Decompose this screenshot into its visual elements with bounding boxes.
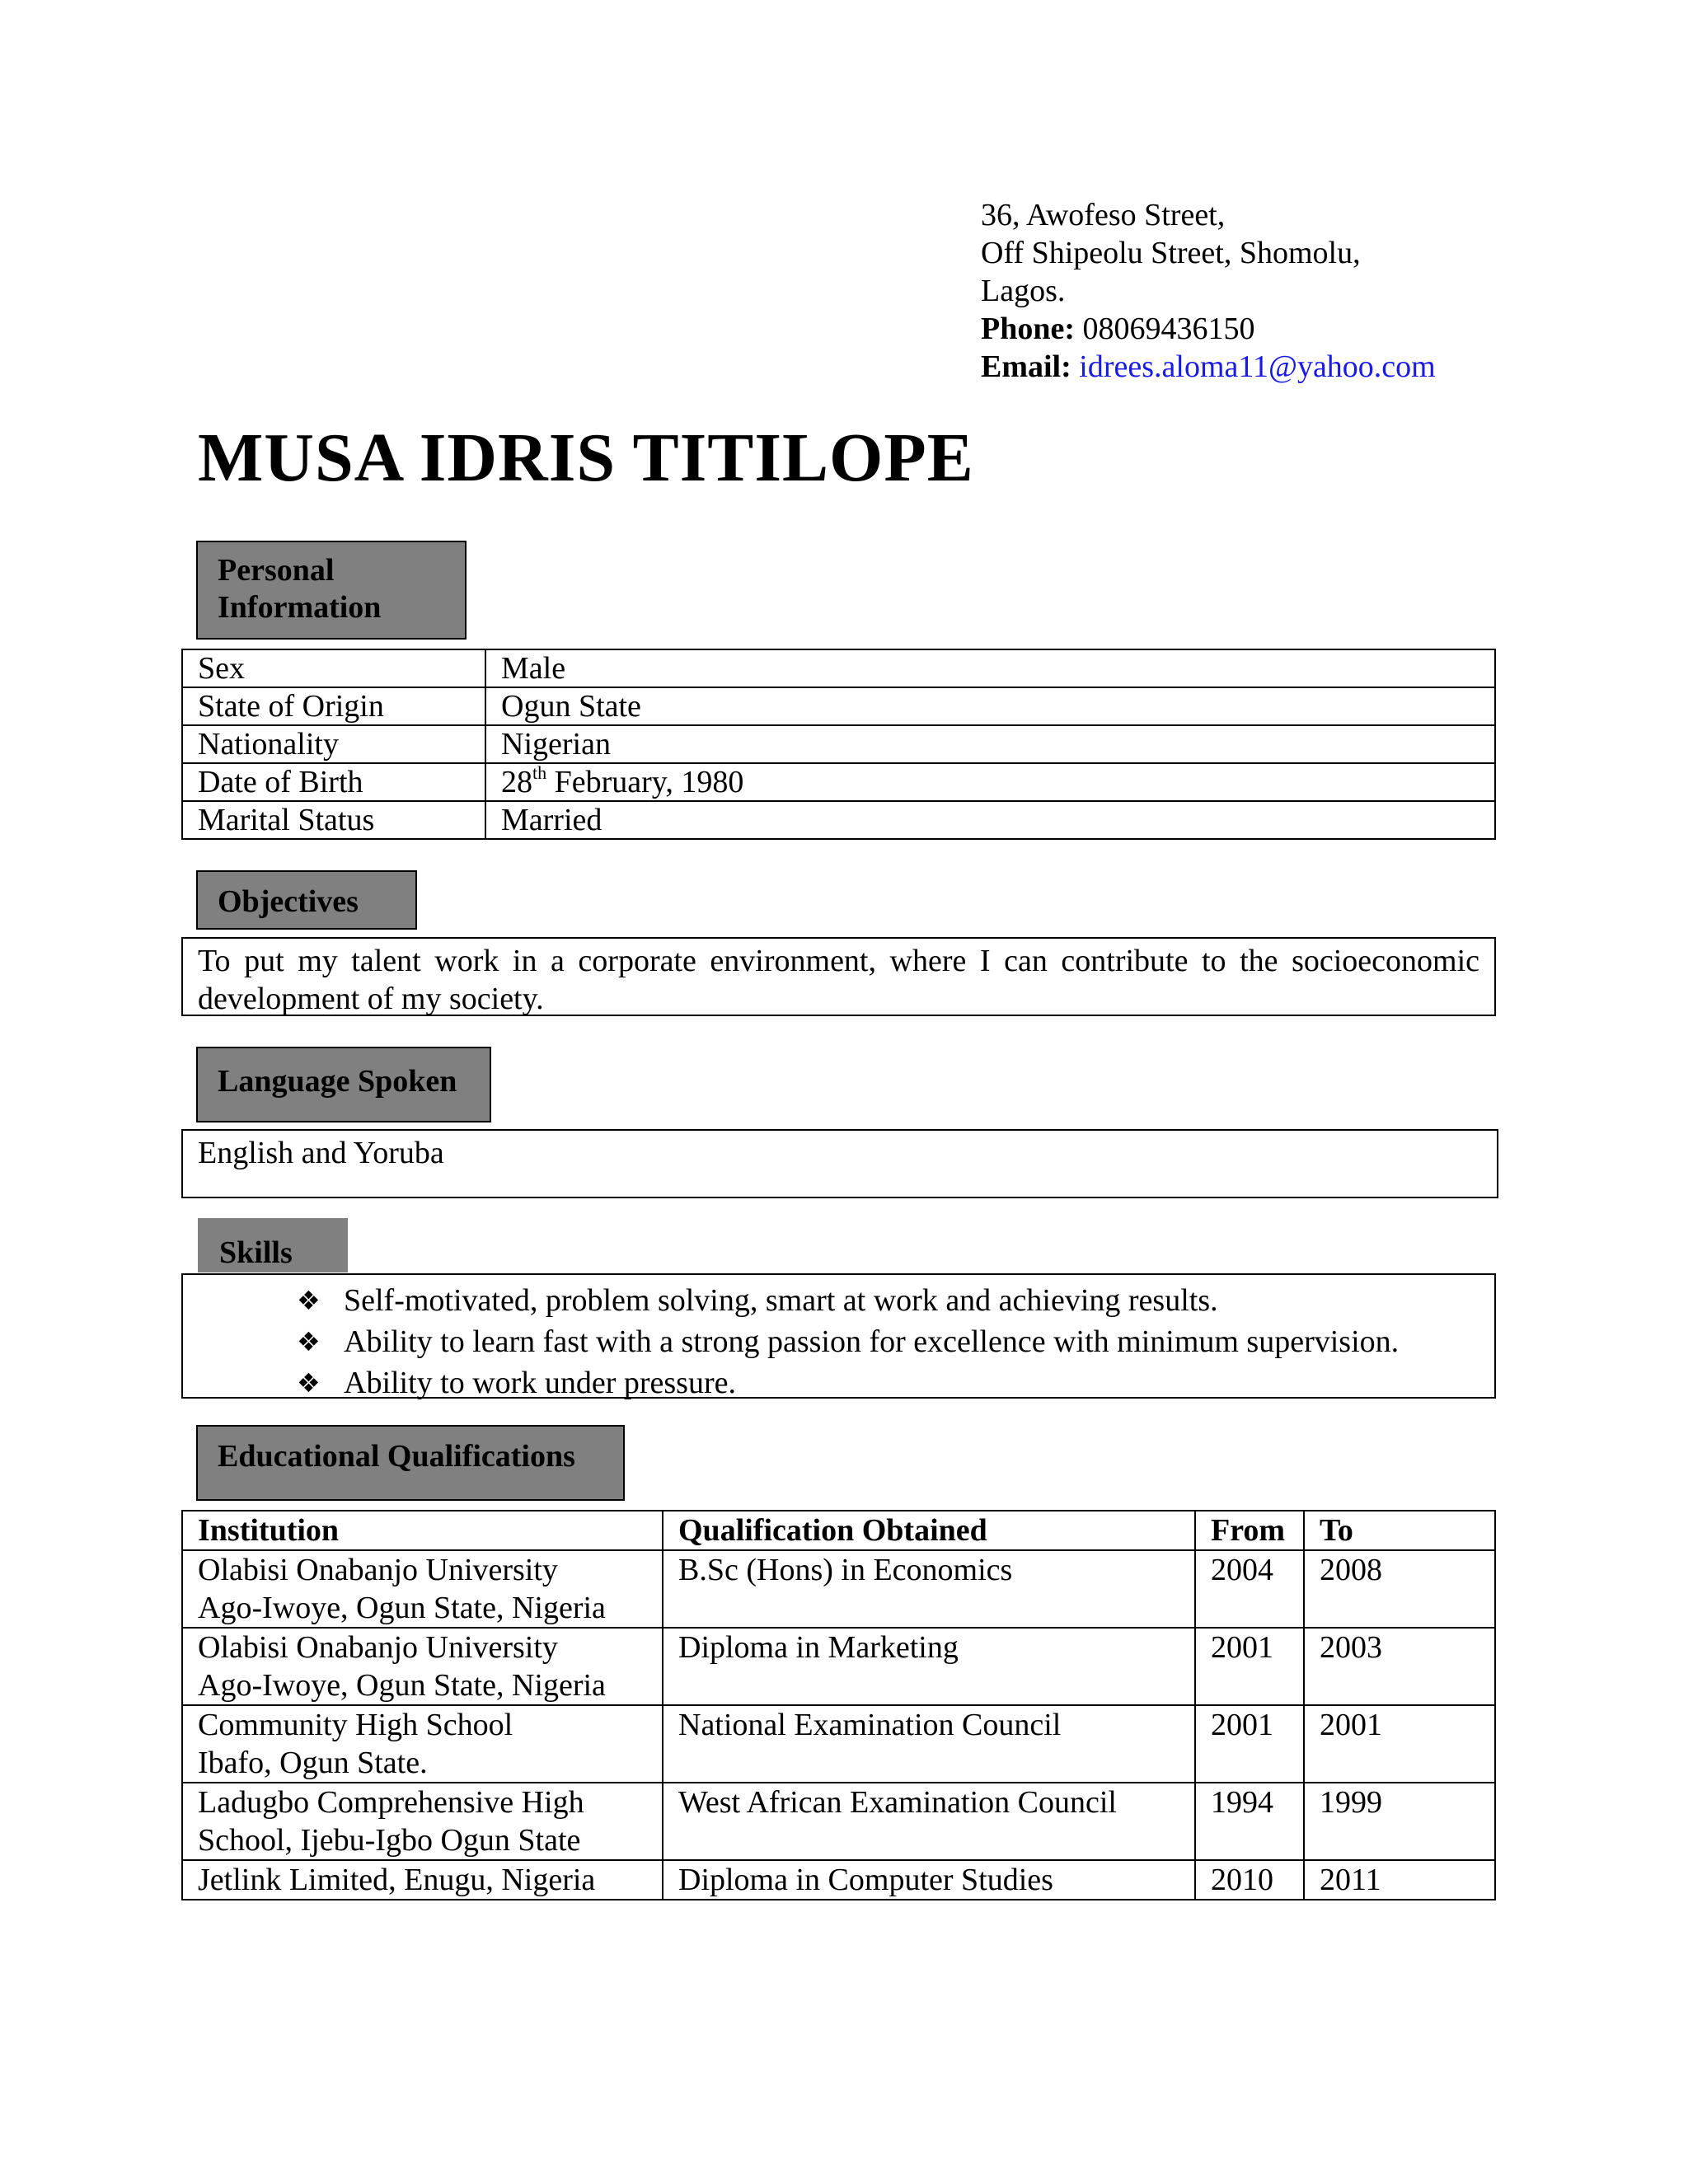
institution-location: Ibafo, Ogun State. [198,1746,428,1780]
institution-name: Olabisi Onabanjo University [198,1553,558,1587]
column-header-to: To [1304,1511,1495,1550]
language-box [181,1129,1498,1198]
objectives-box [181,937,1496,1016]
qualification-cell: Diploma in Marketing [663,1628,1195,1705]
personal-info-heading [196,541,467,640]
personal-value: Married [485,801,1495,839]
diamond-bullet-icon: ❖ [297,1367,321,1399]
email-line [981,348,1558,386]
from-year: 1994 [1195,1783,1304,1860]
personal-value [485,763,1495,801]
institution-name: Ladugbo Comprehensive High [198,1785,584,1820]
institution-cell [182,1550,663,1628]
to-year: 2001 [1304,1705,1495,1783]
phone-number: 08069436150 [1082,312,1255,346]
list-item [183,1362,1494,1404]
institution-location: Ago-Iwoye, Ogun State, Nigeria [198,1591,606,1625]
address-line-1: 36, Awofeso Street, [981,198,1226,232]
education-heading: Educational Qualifications [196,1425,625,1501]
to-year: 2008 [1304,1550,1495,1628]
personal-value: Male [485,649,1495,687]
education-table [181,1510,1496,1900]
table-row [182,1628,1495,1705]
personal-key: Marital Status [182,801,485,839]
table-row [182,801,1495,839]
institution-name: Olabisi Onabanjo University [198,1630,558,1665]
institution-name: Community High School [198,1708,513,1742]
table-row [182,1783,1495,1860]
skill-text: Ability to learn fast with a strong passion for excellence with minimum supervision. [344,1324,1400,1359]
skills-box [181,1273,1496,1399]
institution-cell: Jetlink Limited, Enugu, Nigeria [182,1860,663,1900]
institution-location: School, Ijebu-Igbo Ogun State [198,1823,581,1858]
personal-key: Nationality [182,725,485,763]
qualification-cell: B.Sc (Hons) in Economics [663,1550,1195,1628]
language-text: English and Yoruba [198,1136,444,1170]
objectives-text: To put my talent work in a corporate environment, where I can contribute to the socioeconomic development of my society. [198,944,1479,1016]
table-row [182,1550,1495,1628]
qualification-cell: National Examination Council [663,1705,1195,1783]
email-label: Email: [981,349,1071,384]
diamond-bullet-icon: ❖ [297,1326,321,1357]
list-item [183,1280,1494,1321]
personal-key: Date of Birth [182,763,485,801]
institution-cell [182,1705,663,1783]
column-header-qualification: Qualification Obtained [663,1511,1195,1550]
skills-heading: Skills [198,1218,348,1272]
skill-text: Self-motivated, problem solving, smart at work and achieving results. [344,1283,1218,1318]
column-header-institution: Institution [182,1511,663,1550]
personal-key: State of Origin [182,687,485,725]
from-year: 2004 [1195,1550,1304,1628]
phone-label: Phone: [981,312,1075,346]
skills-list [183,1275,1494,1404]
from-year: 2010 [1195,1860,1304,1900]
objectives-heading: Objectives [196,870,417,930]
personal-key: Sex [182,649,485,687]
language-heading: Language Spoken [196,1047,491,1122]
personal-info-heading-line-1: Personal [218,553,335,588]
institution-cell [182,1628,663,1705]
table-header-row [182,1511,1495,1550]
institution-location: Ago-Iwoye, Ogun State, Nigeria [198,1668,606,1703]
list-item [183,1321,1494,1362]
personal-value: Nigerian [485,725,1495,763]
to-year: 2011 [1304,1860,1495,1900]
table-row [182,687,1495,725]
email-link[interactable]: idrees.aloma11@yahoo.com [1079,349,1436,384]
from-year: 2001 [1195,1705,1304,1783]
qualification-cell: Diploma in Computer Studies [663,1860,1195,1900]
contact-block [981,196,1558,386]
phone-line [981,310,1558,348]
table-row [182,725,1495,763]
table-row [182,1705,1495,1783]
table-row [182,1860,1495,1900]
address-line-2: Off Shipeolu Street, Shomolu, [981,236,1361,270]
column-header-from: From [1195,1511,1304,1550]
personal-value: Ogun State [485,687,1495,725]
table-row [182,763,1495,801]
dob-month-year: February, 1980 [546,765,744,799]
personal-info-table [181,649,1496,840]
to-year: 1999 [1304,1783,1495,1860]
qualification-cell: West African Examination Council [663,1783,1195,1860]
diamond-bullet-icon: ❖ [297,1285,321,1316]
candidate-name: MUSA IDRIS TITILOPE [198,419,974,496]
personal-info-heading-line-2: Information [218,590,382,625]
from-year: 2001 [1195,1628,1304,1705]
institution-cell [182,1783,663,1860]
table-row [182,649,1495,687]
dob-day-suffix: th [532,762,547,783]
dob-day: 28 [501,765,532,799]
address-line-3: Lagos. [981,274,1066,308]
to-year: 2003 [1304,1628,1495,1705]
skill-text: Ability to work under pressure. [344,1366,736,1400]
